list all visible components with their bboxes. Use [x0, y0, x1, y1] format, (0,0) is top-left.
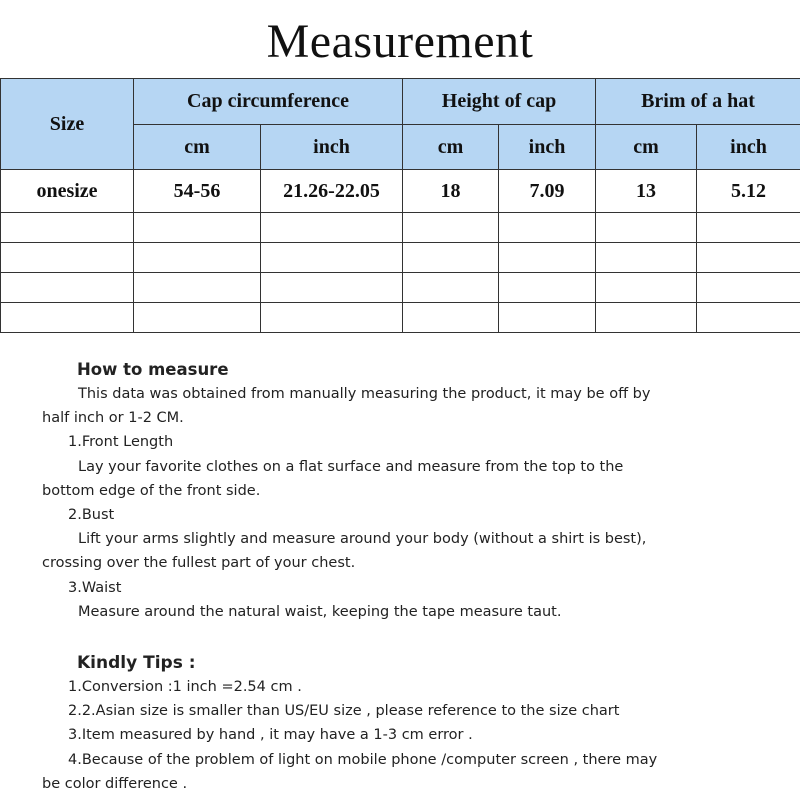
unit-header: inch: [499, 125, 596, 170]
table-cell: 13: [596, 170, 697, 213]
bust-title: 2.Bust: [68, 507, 115, 524]
unit-header: inch: [261, 125, 403, 170]
waist-text: Measure around the natural waist, keeping the tape measure taut.: [78, 603, 562, 620]
unit-header: cm: [134, 125, 261, 170]
tip-item: 2.2.Asian size is smaller than US/EU size , please reference to the size chart: [68, 703, 620, 720]
empty-row: [1, 243, 800, 273]
size-table: [0, 78, 800, 333]
empty-row: [1, 213, 800, 243]
size-cell: onesize: [1, 170, 134, 213]
cap-circumference-header: Cap circumference: [134, 79, 403, 125]
table-cell: 7.09: [499, 170, 596, 213]
table-cell: 5.12: [697, 170, 800, 213]
brim-header: Brim of a hat: [596, 79, 800, 125]
tip-item: 3.Item measured by hand , it may have a 1-3 cm error .: [68, 727, 473, 744]
front-length-title: 1.Front Length: [68, 434, 174, 451]
empty-row: [1, 303, 800, 333]
height-of-cap-header: Height of cap: [403, 79, 596, 125]
kindly-tips-heading: Kindly Tips :: [77, 653, 196, 674]
intro-text: half inch or 1-2 CM.: [42, 410, 184, 427]
unit-header: cm: [596, 125, 697, 170]
table-cell: 21.26-22.05: [261, 170, 403, 213]
front-length-text: Lay your favorite clothes on a flat surface and measure from the top to the: [78, 458, 624, 475]
measurement-instructions: [42, 358, 742, 796]
table-row: [1, 170, 800, 213]
unit-header: inch: [697, 125, 800, 170]
tip-item: be color difference .: [42, 775, 188, 792]
empty-row: [1, 273, 800, 303]
front-length-text: bottom edge of the front side.: [42, 482, 261, 499]
tip-item: 1.Conversion :1 inch =2.54 cm .: [68, 679, 302, 696]
tip-item: 4.Because of the problem of light on mobile phone /computer screen , there may: [68, 751, 658, 768]
table-cell: 18: [403, 170, 499, 213]
waist-title: 3.Waist: [68, 579, 122, 596]
page-title: Measurement: [266, 15, 534, 68]
size-header: Size: [1, 79, 134, 170]
bust-text: Lift your arms slightly and measure around your body (without a shirt is best),: [78, 531, 647, 548]
table-cell: 54-56: [134, 170, 261, 213]
intro-text: This data was obtained from manually measuring the product, it may be off by: [78, 386, 651, 402]
unit-header: cm: [403, 125, 499, 170]
how-to-measure-heading: How to measure: [77, 360, 229, 379]
table-header-row: [1, 79, 800, 125]
bust-text: crossing over the fullest part of your chest.: [42, 555, 356, 572]
